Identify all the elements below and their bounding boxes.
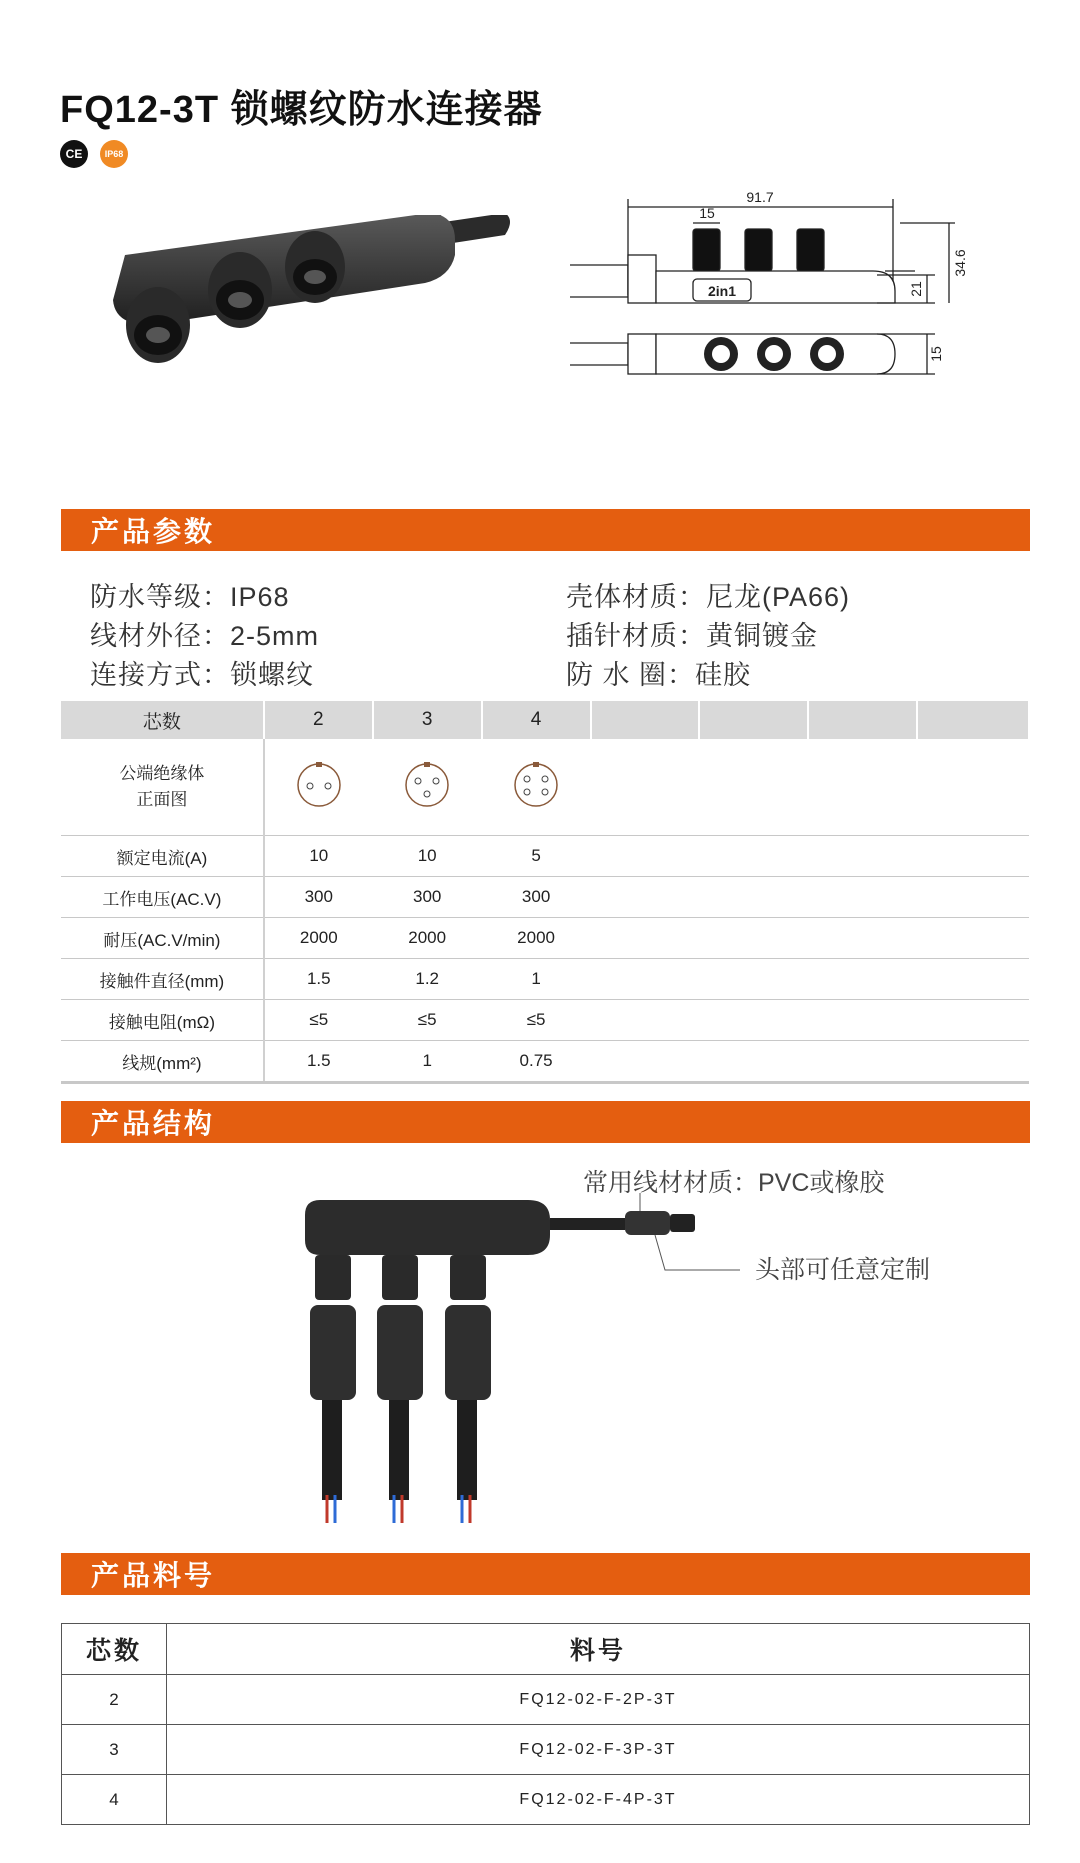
header-cell [808,701,917,739]
technical-drawing [555,185,995,450]
row-label: 公端绝缘体 正面图 [61,739,264,836]
spec-right-2: 插针材质：黄铜镀金 [566,621,818,651]
row-label: 线规(mm²) [61,1041,264,1083]
row-label: 工作电压(AC.V) [61,877,264,918]
table-cell: 1 [373,1041,482,1083]
dim-pitch-text: 15 [699,205,715,221]
section-header-params: 产品参数 [61,509,1030,551]
pin-face-4-icon [482,739,591,836]
table-cell: 1.5 [264,959,373,1000]
header-cell: 芯数 [61,701,264,739]
spec-left-1: 防水等级：IP68 [90,582,290,612]
table-cell: 1 [482,959,591,1000]
row-label: 接触电阻(mΩ) [61,1000,264,1041]
parts-table [61,1623,1030,1825]
table-row [61,1041,1029,1083]
parts-table-header [62,1624,1030,1675]
header-cell: 芯数 [62,1624,167,1675]
header-cell [591,701,700,739]
branch-3 [445,1255,491,1523]
table-cell: 2000 [264,918,373,959]
table-cell: 1.2 [373,959,482,1000]
dim-width-text: 15 [928,346,944,362]
spec-left-2: 线材外径：2-5mm [90,621,320,651]
table-cell: FQ12-02-F-4P-3T [167,1775,1030,1825]
table-cell: 2000 [373,918,482,959]
spec-left-3: 连接方式：锁螺纹 [90,660,314,690]
cable [550,1218,625,1230]
branch-1 [310,1255,356,1523]
table-cell: ≤5 [482,1000,591,1041]
header-cell [917,701,1029,739]
product-photo [110,215,530,425]
table-row [62,1725,1030,1775]
branch-2 [377,1255,423,1523]
table-cell: FQ12-02-F-2P-3T [167,1675,1030,1725]
spec-right-1: 壳体材质：尼龙(PA66) [566,582,851,612]
socket-3 [285,231,345,303]
table-cell: FQ12-02-F-3P-3T [167,1725,1030,1775]
table-cell: ≤5 [264,1000,373,1041]
connector-tip [670,1214,695,1232]
row-label: 接触件直径(mm) [61,959,264,1000]
callout-head: 头部可任意定制 [755,1256,931,1284]
structure-photo [300,1185,780,1545]
pin-face-3-icon [373,739,482,836]
header-cell: 4 [482,701,591,739]
pin-face-2-icon [264,739,373,836]
side-body [656,271,895,303]
table-row [61,1000,1029,1041]
ce-mark-icon: CE [60,140,88,168]
table-cell: 10 [264,836,373,877]
row-label: 耐压(AC.V/min) [61,918,264,959]
table-cell: 5 [482,836,591,877]
param-table-header [61,701,1029,739]
table-row [62,1675,1030,1725]
section-header-parts: 产品料号 [61,1553,1030,1595]
header-cell: 料号 [167,1624,1030,1675]
connector-body [305,1200,550,1255]
table-cell: 300 [264,877,373,918]
table-row [62,1775,1030,1825]
table-cell: 300 [482,877,591,918]
side-socket-1 [693,229,720,271]
header-cell: 3 [373,701,482,739]
row-label: 额定电流(A) [61,836,264,877]
table-row [61,877,1029,918]
table-cell: 3 [62,1725,167,1775]
body-label-text: 2in1 [707,283,737,299]
side-socket-2 [745,229,772,271]
table-cell: 300 [373,877,482,918]
table-cell: 1.5 [264,1041,373,1083]
table-cell: 2 [62,1675,167,1725]
callout-line-head [655,1235,740,1270]
callout-cable: 常用线材材质：PVC或橡胶 [583,1169,885,1197]
dim-length-text: 91.7 [746,189,774,205]
header-cell [699,701,808,739]
spec-right-3: 防 水 圈：硅胶 [566,660,752,690]
table-row [61,836,1029,877]
table-row [61,959,1029,1000]
table-cell: 10 [373,836,482,877]
param-table [61,701,1030,1084]
socket-1 [126,287,190,363]
dim-body-height-text: 21 [908,281,924,297]
table-row [61,918,1029,959]
dim-total-height-text: 34.6 [952,249,968,277]
ip68-badge-icon: IP68 [100,140,128,168]
table-cell: 4 [62,1775,167,1825]
page-title: FQ12-3T 锁螺纹防水连接器 [60,89,543,131]
table-row [61,739,1029,836]
table-cell: ≤5 [373,1000,482,1041]
section-header-structure: 产品结构 [61,1101,1030,1143]
table-cell: 2000 [482,918,591,959]
socket-2 [208,252,272,328]
table-cell: 0.75 [482,1041,591,1083]
header-cell: 2 [264,701,373,739]
inline-connector [625,1211,670,1235]
side-socket-3 [797,229,824,271]
